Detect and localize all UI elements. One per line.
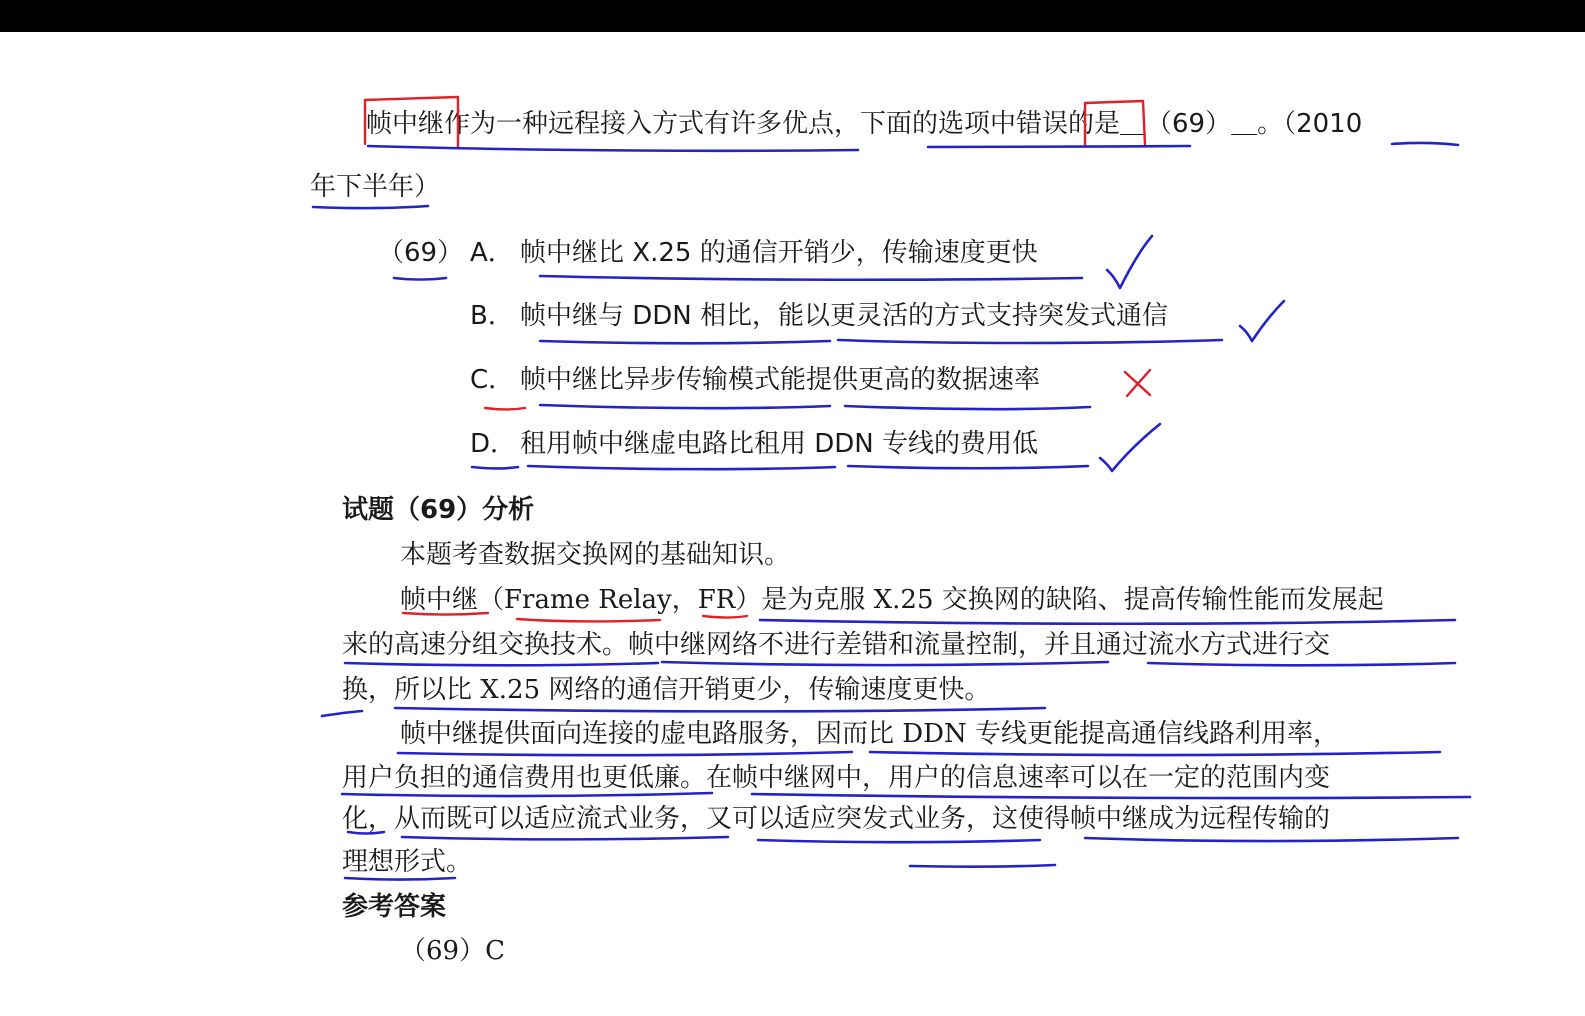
- analysis-line: 化，从而既可以适应流式业务，又可以适应突发式业务，这使得帧中继成为远程传输的: [342, 804, 1331, 834]
- option-a-letter: A．: [470, 238, 514, 268]
- top-black-bar: [0, 0, 1585, 32]
- underline: [313, 206, 428, 208]
- analysis-line: 本题考查数据交换网的基础知识。: [400, 540, 791, 570]
- underline: [395, 708, 1045, 711]
- option-b-letter: B．: [470, 301, 514, 331]
- underline: [368, 146, 858, 151]
- option-c-letter: C．: [470, 365, 515, 395]
- underline: [402, 837, 728, 839]
- option-a-text: 帧中继比 X.25 的通信开销少，传输速度更快: [520, 238, 1038, 268]
- analysis-line: 帧中继（Frame Relay，FR）是为克服 X.25 交换网的缺陷、提高传输性能而发展起: [400, 585, 1384, 615]
- underline: [845, 406, 1090, 409]
- underline: [540, 341, 830, 343]
- underline: [848, 466, 1088, 468]
- underline: [540, 276, 1082, 280]
- underline: [472, 467, 518, 469]
- option-d-letter: D．: [470, 429, 517, 459]
- underline: [1148, 663, 1455, 665]
- analysis-line: 用户负担的通信费用也更低廉。在帧中继网中，用户的信息速率可以在一定的范围内变: [342, 763, 1331, 793]
- answer-heading: 参考答案: [342, 892, 447, 922]
- underline: [398, 752, 852, 755]
- underline: [838, 340, 1222, 343]
- analysis-line: 帧中继提供面向连接的虚电路服务，因而比 DDN 专线更能提高通信线路利用率，: [400, 719, 1339, 749]
- underline-red: [485, 408, 525, 410]
- check-mark: [1100, 424, 1160, 471]
- underline: [322, 711, 362, 716]
- question-line-2: 年下半年）: [310, 172, 441, 202]
- cross-mark: [1125, 370, 1150, 396]
- underline: [540, 405, 830, 408]
- underline: [345, 663, 658, 665]
- analysis-line: 理想形式。: [342, 847, 473, 877]
- question-number: （69）: [378, 238, 464, 268]
- question-line-1: 帧中继作为一种远程接入方式有许多优点，下面的选项中错误的是＿（69）＿。（2010: [366, 109, 1363, 139]
- answer-text: （69）C: [400, 936, 505, 966]
- underline: [662, 662, 1108, 665]
- underline: [528, 466, 835, 469]
- analysis-line: 来的高速分组交换技术。帧中继网络不进行差错和流量控制，并且通过流水方式进行交: [342, 630, 1331, 660]
- underline: [760, 620, 1455, 624]
- analysis-heading: 试题（69）分析: [342, 495, 535, 525]
- underline: [928, 146, 1190, 147]
- analysis-line: 换，所以比 X.25 网络的通信开销更少，传输速度更快。: [342, 675, 991, 705]
- option-c-text: 帧中继比异步传输模式能提供更高的数据速率: [520, 365, 1041, 395]
- check-mark: [1240, 301, 1284, 341]
- underline: [870, 752, 1440, 755]
- underline: [1085, 838, 1458, 841]
- underline: [910, 865, 1055, 867]
- underline: [758, 840, 1040, 842]
- underline-red: [517, 619, 660, 621]
- option-b-text: 帧中继与 DDN 相比，能以更灵活的方式支持突发式通信: [520, 301, 1169, 331]
- check-mark: [1107, 236, 1152, 288]
- underline: [394, 278, 446, 280]
- underline: [1392, 143, 1458, 145]
- option-d-text: 租用帧中继虚电路比租用 DDN 专线的费用低: [520, 429, 1039, 459]
